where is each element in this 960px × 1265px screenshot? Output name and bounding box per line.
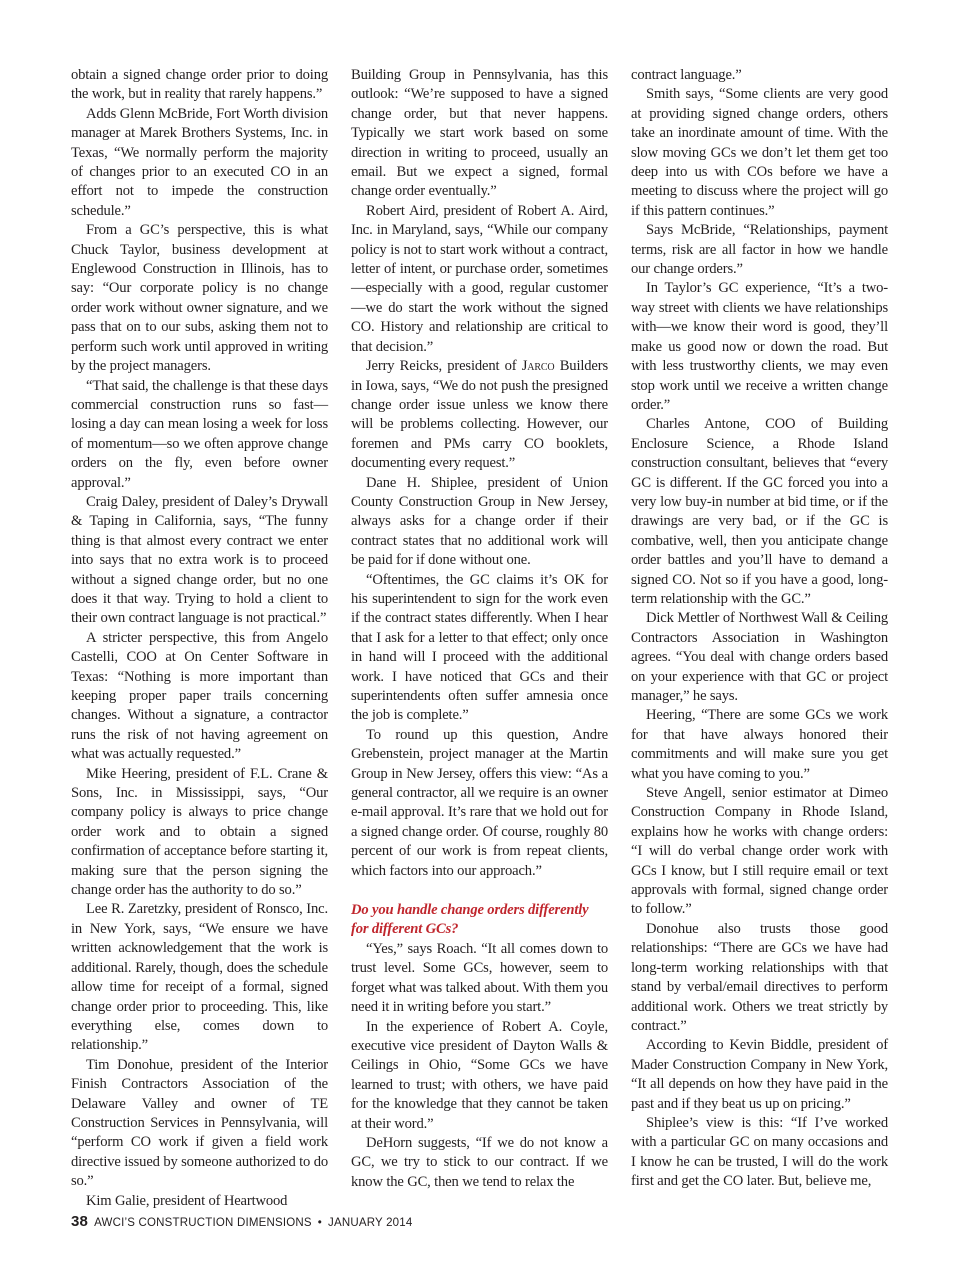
reicks-text-end: Builders in Iowa, says, “We do not push the presigned change order issue unless we know there will be problems collecting. However, our foremen and PMs carry CO booklets, documenting every request.”	[351, 358, 608, 472]
paragraph: Building Group in Pennsylvania, has this outlook: “We’re supposed to have a signed change order, but that never happens. Typically we start work based on some direction in writing to proceed, usually an email. But we expect a signed, formal change order eventually.”	[351, 67, 608, 200]
paragraph: “Oftentimes, the GC claims it’s OK for his superintendent to sign for the work even if the contract states differently. When I hear that I ask for a letter to that effect; only once in hand will I proceed with the additional work. I have noticed that GCs and their superintendents often suffer amnesia once the job is complete.”	[351, 571, 608, 724]
footer-separator: •	[317, 1217, 323, 1229]
paragraph: Dick Mettler of Northwest Wall & Ceiling Contractors Association in Washington agrees. “You deal with change orders based on your experience with that GC or project manager,” he says.	[631, 610, 888, 704]
paragraph: Dane H. Shiplee, president of Union County Construction Group in New Jersey, always asks for a change order if their contract states that no additional work will be paid for if done without one.	[351, 474, 608, 569]
article-column-3	[631, 66, 888, 1192]
paragraph: Robert Aird, president of Robert A. Aird, Inc. in Maryland, says, “While our company policy is not to start work without a contract, letter of intent, or purchase order, sometimes—especially with a good, regular customer—we do start the work without the signed CO. History and relationship are critical to that decision.”	[351, 202, 608, 355]
paragraph: In Taylor’s GC experience, “It’s a two-way street with clients we have relationships with—we know their word is good, they’ll make us good now or down the road. But with less trustworthy clients, we may even stop work until we receive a written change order.”	[631, 280, 888, 413]
paragraph: contract language.”	[631, 67, 742, 83]
paragraph: Adds Glenn McBride, Fort Worth division manager at Marek Brothers Systems, Inc. in Texas, “We normally perform the majority of changes prior to an executed CO in an effort not to impede the construction schedule.”	[71, 105, 328, 219]
paragraph: Mike Heering, president of F.L. Crane & Sons, Inc. in Mississippi, says, “Our company policy is always to price change order work and to obtain a signed confirmation of acceptance before starting it, making sure that the person signing the change order has the authority to do so.”	[71, 765, 328, 899]
reicks-text-start: Jerry Reicks, president of	[366, 358, 522, 375]
article-column-2	[351, 66, 608, 1192]
paragraph: Smith says, “Some clients are very good at providing signed change orders, others take an inordinate amount of time. With the slow moving GCs we don’t let them get too deep into us with COs before we have a meeting to discuss where the project will go if this pattern continues.”	[631, 86, 888, 219]
paragraph: Shiplee’s view is this: “If I’ve worked with a particular GC on many occasions and I know he can be trusted, I will do the work first and get the CO later. But, believe me,	[631, 1114, 888, 1190]
paragraph: In the experience of Robert A. Coyle, executive vice president of Dayton Walls & Ceilings in Ohio, “Some GCs we have learned to trust; with others, we have paid for the knowledge that they cannot be taken at their word.”	[351, 1018, 608, 1132]
paragraph: Heering, “There are some GCs we work for that have always honored their commitments and will make sure you get what you have coming to you.”	[631, 707, 888, 782]
paragraph: Steve Angell, senior estimator at Dimeo Construction Company in Rhode Island, explains how he works with change orders: “I will do verbal change order work with GCs I know, but I still require email or text approvals with formal, signed change order to follow.”	[631, 785, 888, 918]
page-footer	[71, 1213, 412, 1230]
paragraph: obtain a signed change order prior to doing the work, but in reality that rarely happens.”	[71, 67, 328, 103]
paragraph: Donohue also trusts those good relationships: “There are GCs we have had long-term working relationships with that stand by verbal/email directives to perform additional work. Others we treat strictly by contract.”	[631, 920, 888, 1034]
paragraph: To round up this question, Andre Grebenstein, project manager at the Martin Group in New Jersey, offers this view: “As a general contractor, all we require is an owner e-mail approval. It’s rare that we hold out for a signed change order. Of course, roughly 80 percent of our work is from repeat clients, which factors into our approach.”	[351, 726, 608, 879]
company-name-jarco: Jarco	[521, 358, 555, 375]
paragraph: Lee R. Zaretzky, president of Ronsco, Inc. in New York, says, “We ensure we have written acknowledgement that the work is additional. Rarely, though, does the schedule allow time for receipt of a formal, signed change order prior to proceeding. This, like everything else, comes down to relationship.”	[71, 901, 328, 1054]
paragraph: “That said, the challenge is that these days commercial construction runs so fast—losing a day can mean losing a week for loss of momentum—so we often approve change orders on the fly, even before owner approval.”	[71, 377, 328, 491]
paragraph: According to Kevin Biddle, president of Mader Construction Company in New York, “It all depends on how they have paid in the past and if they beat us up on pricing.”	[631, 1037, 888, 1112]
paragraph: Says McBride, “Relationships, payment terms, risk are all factor in how we handle our change orders.”	[631, 222, 888, 278]
paragraph: DeHorn suggests, “If we do not know a GC, we try to stick to our contract. If we know the GC, then we tend to relax the	[351, 1134, 608, 1190]
paragraph: A stricter perspective, this from Angelo Castelli, COO at On Center Software in Texas: “Nothing is more important than keeping proper paper trails concerning changes. Without a signature, a contractor runs the risk of not having agreement on what was actually requested.”	[71, 629, 328, 763]
page-number: 38	[71, 1213, 89, 1230]
paragraph: Charles Antone, COO of Building Enclosure Science, a Rhode Island construction consultant, believes that “every GC is different. If the GC forced you into a very low buy-in number at bid time, or if the drawings are very bad, or if the GC is combative, well, then you anticipate change order battles and you’ll have to demand a signed CO. Not so if you have a good, long-term relationship with the GC.”	[631, 416, 888, 607]
issue-date: JANUARY 2014	[328, 1217, 413, 1229]
paragraph: From a GC’s perspective, this is what Chuck Taylor, business development at Englewood Construction in Illinois, has to say: “Our corporate policy is no change order work without owner signature, and we pass that on to our subs, asking them not to perform such work until approved in writing by the project managers.	[71, 222, 328, 375]
publication-name: AWCI’S CONSTRUCTION DIMENSIONS	[94, 1217, 312, 1229]
paragraph: Tim Donohue, president of the Interior Finish Contractors Association of the Delaware Valley and owner of TE Construction Services in Pennsylvania, will “perform CO work if given a field work directive issued by someone authorized to do so.”	[71, 1056, 328, 1190]
paragraph-reicks	[351, 357, 608, 473]
section-heading: Do you handle change orders differently for different GCs?	[351, 902, 589, 938]
paragraph: “Yes,” says Roach. “It all comes down to trust level. Some GCs, however, seem to forget what was talked about. With them you need it in writing before you start.”	[351, 940, 608, 1016]
paragraph: Craig Daley, president of Daley’s Drywall & Taping in California, says, “The funny thing is that almost every contract we enter into says that no extra work is to proceed without a signed change order, but no one does it that way. Trying to hold a client to their own contract language is not practical.”	[71, 493, 328, 627]
paragraph: Kim Galie, president of Heartwood	[86, 1192, 288, 1209]
article-column-1	[71, 66, 328, 1211]
